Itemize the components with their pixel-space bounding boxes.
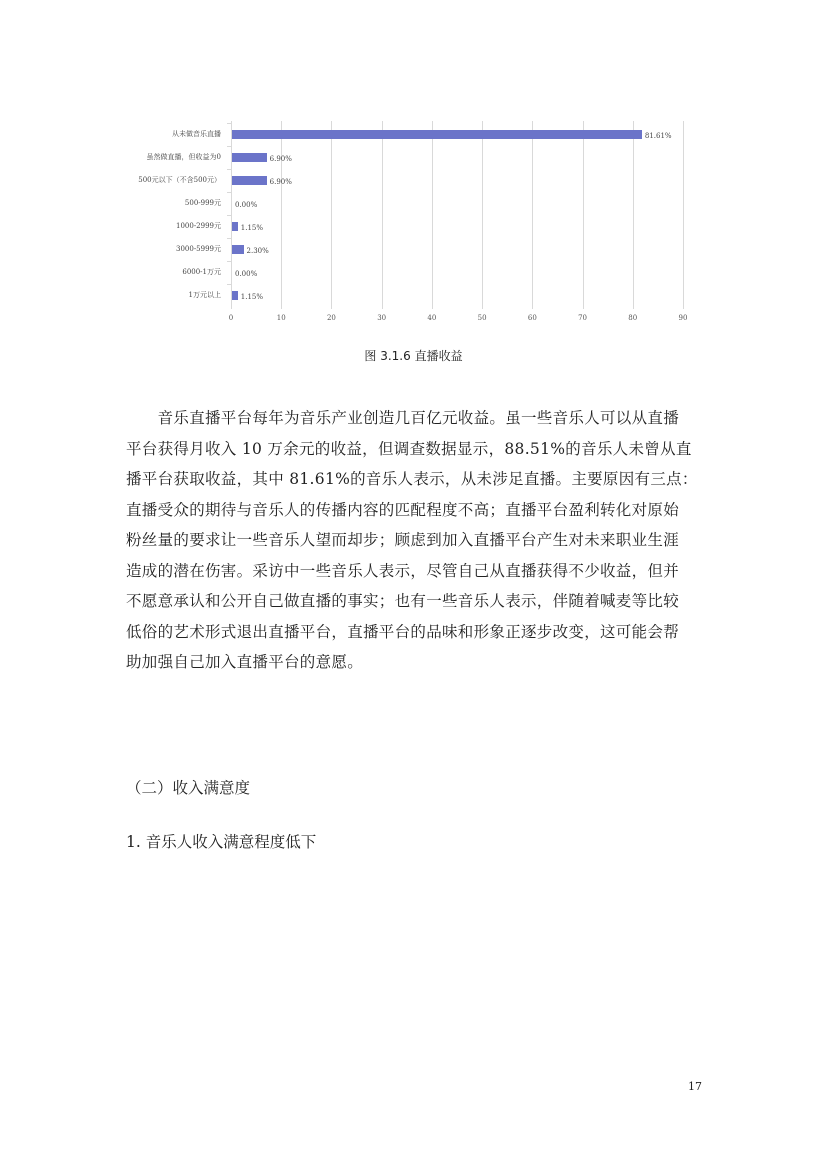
value-label: 1.15% bbox=[240, 293, 264, 301]
x-tick-label: 80 bbox=[628, 314, 638, 322]
paragraph-line: 播平台获取收益，其中 81.61%的音乐人表示，从未涉足直播。主要原因有三点： bbox=[126, 470, 698, 488]
x-tick-label: 20 bbox=[326, 314, 336, 322]
gridline bbox=[382, 121, 383, 309]
x-tick-label: 10 bbox=[276, 314, 286, 322]
paragraph-line: 粉丝量的要求让一些音乐人望而却步；顾虑到加入直播平台产生对未来职业生涯 bbox=[126, 531, 680, 549]
x-tick-label: 30 bbox=[377, 314, 387, 322]
bar-chart bbox=[127, 114, 701, 332]
category-label: 1000-2999元 bbox=[176, 222, 221, 230]
value-label: 0.00% bbox=[235, 270, 258, 278]
value-label: 2.30% bbox=[246, 247, 269, 255]
x-tick-label: 40 bbox=[427, 314, 437, 322]
paragraph-line: 直播受众的期待与音乐人的传播内容的匹配程度不高；直播平台盈利转化对原始 bbox=[126, 500, 680, 519]
gridline bbox=[532, 121, 533, 309]
category-label: 1万元以上 bbox=[188, 291, 221, 299]
value-label: 6.90% bbox=[269, 155, 292, 163]
category-label: 从未做音乐直播 bbox=[172, 130, 221, 138]
y-tick bbox=[227, 284, 231, 285]
bar bbox=[232, 176, 267, 185]
gridline bbox=[482, 121, 483, 309]
body-paragraph bbox=[126, 403, 706, 678]
y-tick bbox=[227, 123, 231, 124]
category-label: 500元以下（不含500元） bbox=[138, 176, 221, 184]
paragraph-line: 平台获得月收入 10 万余元的收益，但调查数据显示，88.51%的音乐人未曾从直 bbox=[126, 439, 692, 458]
gridline bbox=[633, 121, 634, 309]
page-number: 17 bbox=[688, 1080, 702, 1093]
y-tick bbox=[227, 192, 231, 193]
gridline bbox=[331, 121, 332, 309]
value-label: 0.00% bbox=[235, 201, 258, 209]
gridline bbox=[432, 121, 433, 309]
section-heading: （二）收入满意度 bbox=[126, 779, 251, 797]
category-label: 虽然做直播，但收益为0 bbox=[146, 153, 221, 161]
bar bbox=[232, 153, 267, 162]
bar bbox=[232, 291, 238, 300]
x-tick-label: 90 bbox=[678, 314, 688, 322]
subsection-heading: 1. 音乐人收入满意程度低下 bbox=[126, 833, 317, 851]
gridline bbox=[583, 121, 584, 309]
y-tick bbox=[227, 238, 231, 239]
x-tick-label: 60 bbox=[527, 314, 537, 322]
paragraph-line: 造成的潜在伤害。采访中一些音乐人表示，尽管自己从直播获得不少收益，但并 bbox=[126, 561, 680, 580]
value-label: 1.15% bbox=[240, 224, 264, 232]
bar bbox=[232, 222, 238, 231]
gridline bbox=[683, 121, 684, 309]
y-tick bbox=[227, 146, 231, 147]
paragraph-line: 不愿意承认和公开自己做直播的事实；也有一些音乐人表示，伴随着喊麦等比较 bbox=[126, 592, 680, 610]
x-tick-label: 0 bbox=[228, 314, 234, 322]
y-axis bbox=[231, 121, 232, 309]
bar bbox=[232, 245, 244, 254]
y-tick bbox=[227, 261, 231, 262]
paragraph-line: 助加强自己加入直播平台的意愿。 bbox=[126, 653, 364, 671]
x-tick-label: 50 bbox=[477, 314, 487, 322]
category-label: 6000-1万元 bbox=[182, 268, 221, 276]
value-label: 6.90% bbox=[269, 178, 292, 186]
bar bbox=[232, 130, 642, 139]
x-tick-label: 70 bbox=[578, 314, 587, 322]
category-labels bbox=[127, 114, 221, 332]
gridline bbox=[281, 121, 282, 309]
paragraph-line: 低俗的艺术形式退出直播平台，直播平台的品味和形象正逐步改变，这可能会帮 bbox=[126, 622, 680, 641]
y-tick bbox=[227, 169, 231, 170]
y-tick bbox=[227, 215, 231, 216]
value-label: 81.61% bbox=[644, 132, 672, 140]
category-label: 500-999元 bbox=[184, 199, 221, 207]
paragraph-line: 音乐直播平台每年为音乐产业创造几百亿元收益。虽一些音乐人可以从直播 bbox=[126, 409, 680, 427]
category-label: 3000-5999元 bbox=[176, 245, 221, 253]
figure-caption: 图 3.1.6 直播收益 bbox=[364, 349, 463, 363]
